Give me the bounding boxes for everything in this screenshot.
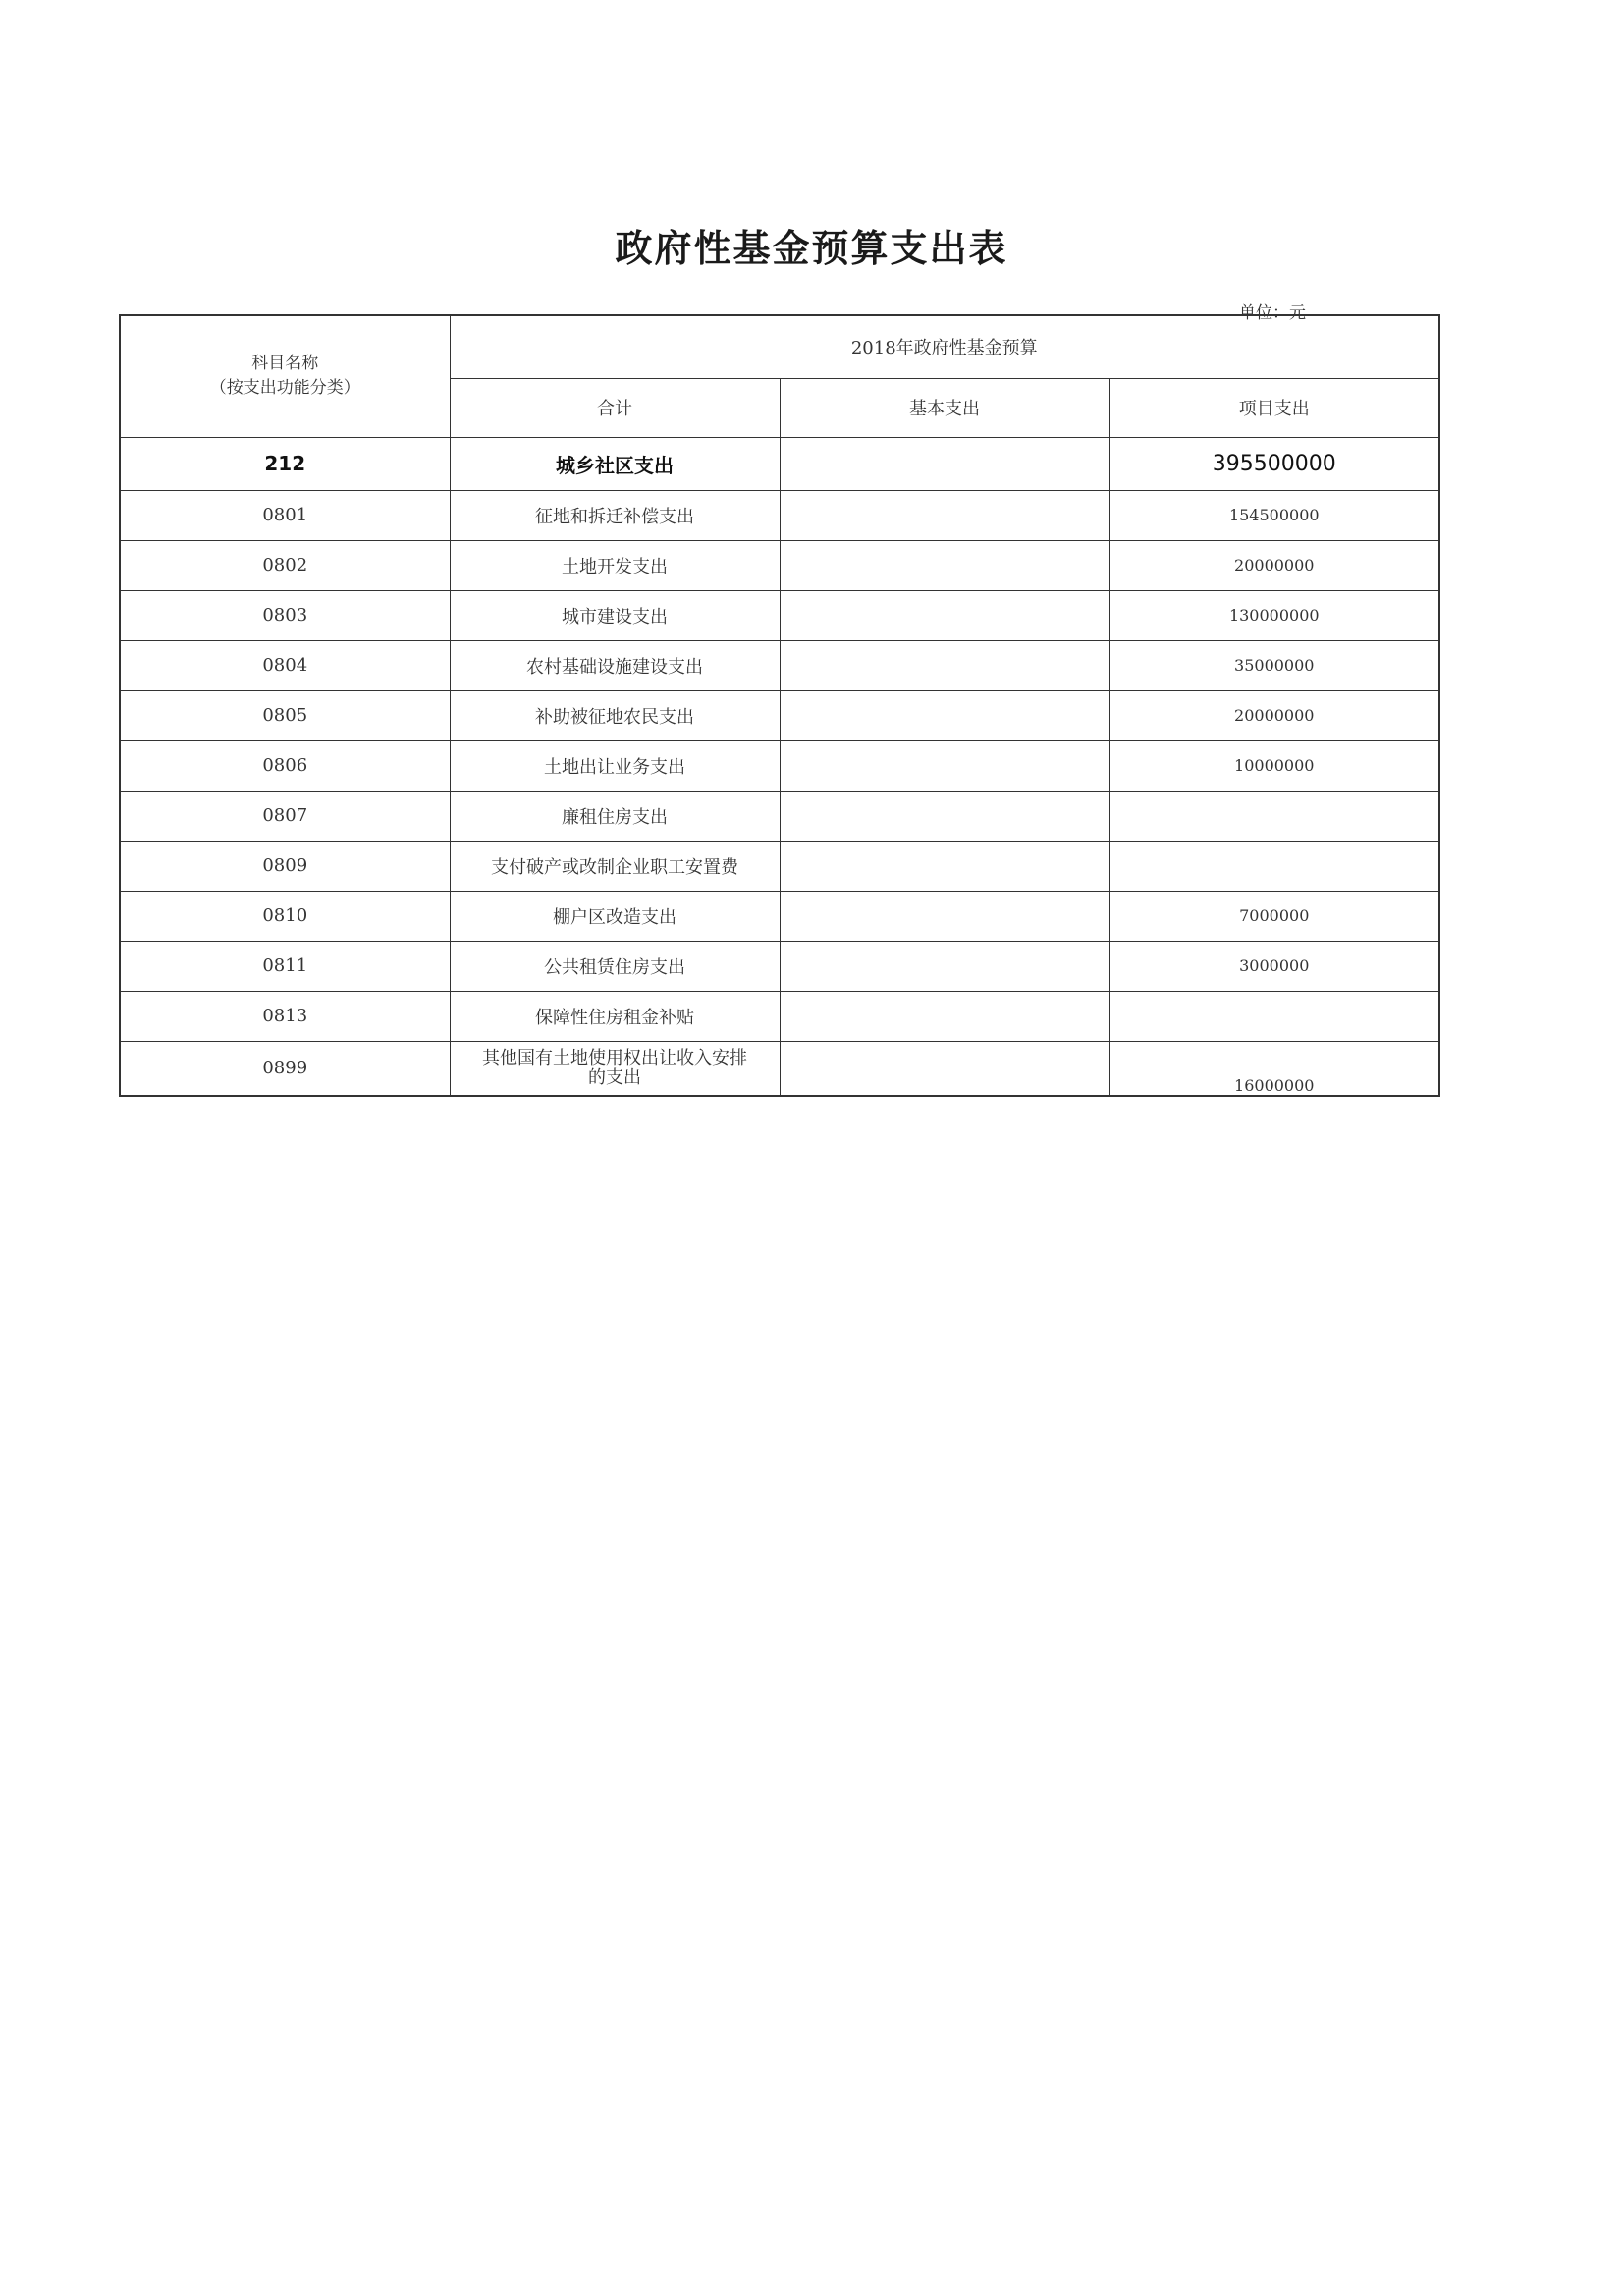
project-amount: 7000000 — [1109, 891, 1439, 941]
table-row — [120, 1041, 1439, 1096]
table-row — [120, 590, 1439, 640]
basic-amount — [780, 437, 1109, 490]
subject-code: 0803 — [120, 590, 450, 640]
basic-amount — [780, 590, 1109, 640]
subject-code: 0807 — [120, 791, 450, 841]
subject-name: 补助被征地农民支出 — [450, 690, 780, 740]
subject-name — [450, 1041, 780, 1096]
project-amount: 16000000 — [1109, 1041, 1439, 1096]
subject-name-header-line2: （按支出功能分类） — [209, 378, 360, 399]
subject-name: 支付破产或改制企业职工安置费 — [450, 841, 780, 891]
subject-code: 0804 — [120, 640, 450, 690]
project-amount: 35000000 — [1109, 640, 1439, 690]
table-row — [120, 490, 1439, 540]
table-row — [120, 791, 1439, 841]
project-amount: 130000000 — [1109, 590, 1439, 640]
subject-name-line2: 的支出 — [588, 1066, 641, 1088]
table-row — [120, 437, 1439, 490]
project-amount — [1109, 841, 1439, 891]
basic-amount — [780, 991, 1109, 1041]
basic-amount — [780, 1041, 1109, 1096]
budget-expenditure-table — [119, 314, 1440, 1097]
budget-table-container — [119, 314, 1438, 1097]
subject-name-header-line1: 科目名称 — [251, 353, 319, 373]
subject-name: 土地开发支出 — [450, 540, 780, 590]
table-row — [120, 991, 1439, 1041]
project-amount: 3000000 — [1109, 941, 1439, 991]
table-row — [120, 740, 1439, 791]
project-amount — [1109, 991, 1439, 1041]
project-amount: 154500000 — [1109, 490, 1439, 540]
subject-name: 公共租赁住房支出 — [450, 941, 780, 991]
basic-expenditure-header: 基本支出 — [780, 378, 1109, 437]
subject-name: 城市建设支出 — [450, 590, 780, 640]
project-amount: 10000000 — [1109, 740, 1439, 791]
basic-amount — [780, 891, 1109, 941]
unit-label: 单位：元 — [1239, 303, 1306, 323]
subject-name: 棚户区改造支出 — [450, 891, 780, 941]
subject-code: 0813 — [120, 991, 450, 1041]
table-row — [120, 941, 1439, 991]
basic-amount — [780, 640, 1109, 690]
table-row — [120, 640, 1439, 690]
table-header-row — [120, 315, 1439, 378]
subject-code: 0810 — [120, 891, 450, 941]
basic-amount — [780, 540, 1109, 590]
subject-code: 212 — [120, 437, 450, 490]
budget-group-header: 2018年政府性基金预算 — [450, 315, 1439, 378]
subject-code: 0809 — [120, 841, 450, 891]
subject-code: 0811 — [120, 941, 450, 991]
table-row — [120, 841, 1439, 891]
page-title: 政府性基金预算支出表 — [615, 227, 1008, 270]
subject-code: 0899 — [120, 1041, 450, 1096]
subject-name: 城乡社区支出 — [450, 437, 780, 490]
basic-amount — [780, 690, 1109, 740]
basic-amount — [780, 941, 1109, 991]
subject-name: 土地出让业务支出 — [450, 740, 780, 791]
project-amount: 395500000 — [1109, 437, 1439, 490]
subject-name: 廉租住房支出 — [450, 791, 780, 841]
table-row — [120, 690, 1439, 740]
subject-name-header — [120, 315, 450, 437]
basic-amount — [780, 791, 1109, 841]
table-row — [120, 891, 1439, 941]
project-amount — [1109, 791, 1439, 841]
basic-amount — [780, 841, 1109, 891]
table-row — [120, 540, 1439, 590]
project-expenditure-header: 项目支出 — [1109, 378, 1439, 437]
subject-code: 0806 — [120, 740, 450, 791]
subject-name: 农村基础设施建设支出 — [450, 640, 780, 690]
subject-code: 0802 — [120, 540, 450, 590]
project-amount: 20000000 — [1109, 690, 1439, 740]
subject-code: 0805 — [120, 690, 450, 740]
basic-amount — [780, 490, 1109, 540]
subject-code: 0801 — [120, 490, 450, 540]
subject-name-line1: 其他国有土地使用权出让收入安排 — [482, 1047, 747, 1068]
project-amount: 20000000 — [1109, 540, 1439, 590]
basic-amount — [780, 740, 1109, 791]
subject-name: 保障性住房租金补贴 — [450, 991, 780, 1041]
total-header: 合计 — [450, 378, 780, 437]
subject-name: 征地和拆迁补偿支出 — [450, 490, 780, 540]
